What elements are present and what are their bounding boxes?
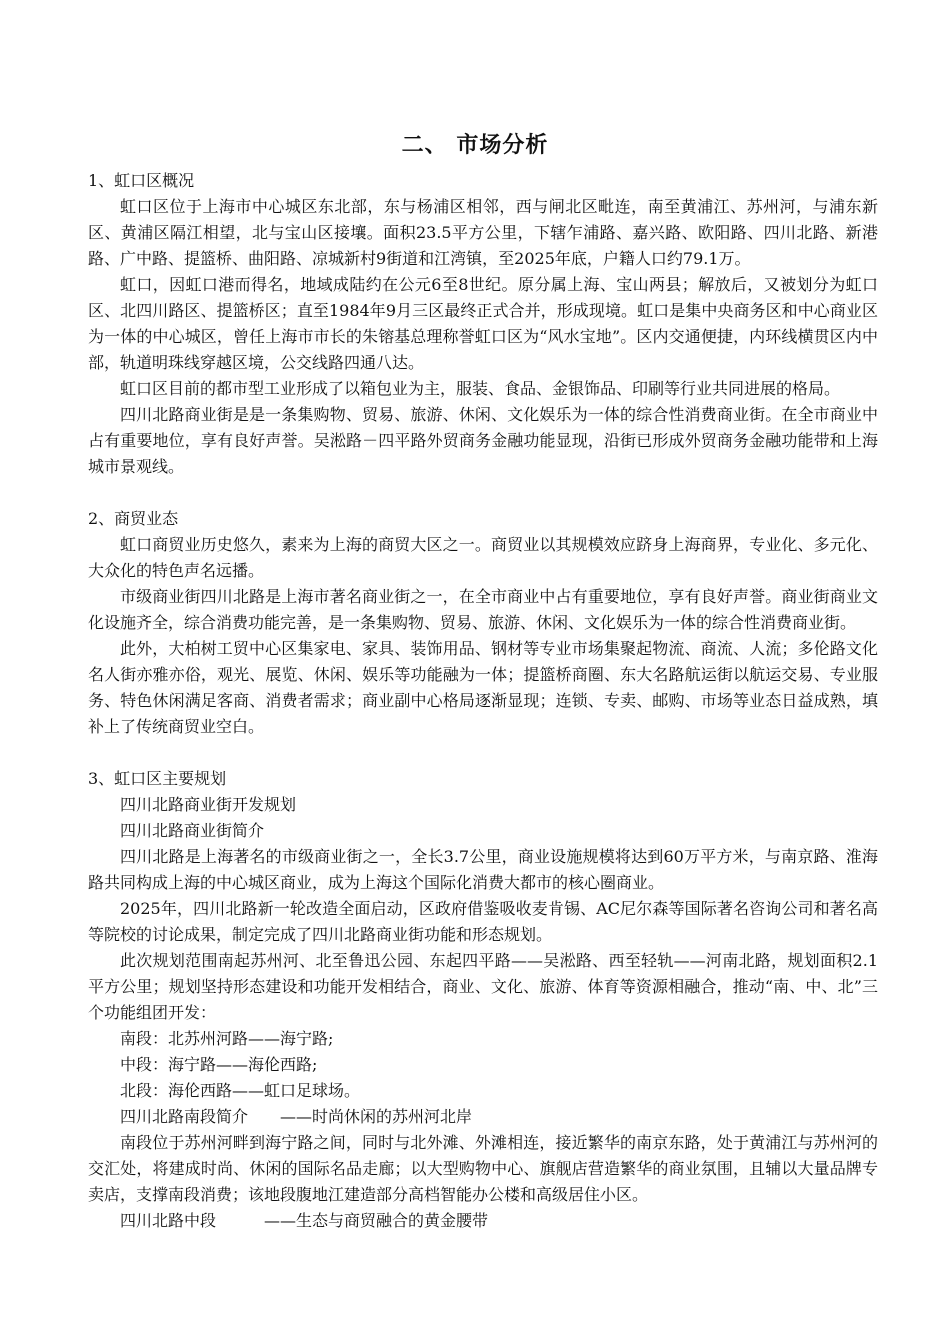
paragraph: 四川北路商业街是是一条集购物、贸易、旅游、休闲、文化娱乐为一体的综合性消费商业街。在全市商业中占有重要地位，享有良好声誉。吴淞路－四平路外贸商务金融功能显现，沿街已形成外贸商务金融功能带和上海城市景观线。 (88, 405, 878, 476)
paragraph: 虹口区目前的都市型工业形成了以箱包业为主，服装、食品、金银饰品、印刷等行业共同进展的格局。 (120, 379, 841, 398)
sub-heading: 四川北路商业街开发规划 (120, 795, 297, 814)
paragraph: 南段位于苏州河畔到海宁路之间，同时与北外滩、外滩相连，接近繁华的南京东路，处于黄浦江与苏州河的交汇处，将建成时尚、休闲的国际名品走廊；以大型购物中心、旗舰店营造繁华的商业氛围，且辅以大量品牌专卖店，支撑南段消费；该地段腹地江建造部分高档智能办公楼和高级居住小区。 (88, 1133, 878, 1204)
segment-line-south: 南段：北苏州河路——海宁路; (120, 1029, 334, 1048)
section-overview (88, 168, 878, 480)
paragraph: 市级商业街四川北路是上海市著名商业街之一，在全市商业中占有重要地位，享有良好声誉。商业街商业文化设施齐全，综合消费功能完善，是一条集购物、贸易、旅游、休闲、文化娱乐为一体的综合性消费商业街。 (88, 587, 878, 632)
section-heading: 3、虹口区主要规划 (88, 769, 227, 788)
document-body (88, 168, 878, 1234)
paragraph: 虹口区位于上海市中心城区东北部，东与杨浦区相邻，西与闸北区毗连，南至黄浦江、苏州河，与浦东新区、黄浦区隔江相望，北与宝山区接壤。面积23.5平方公里，下辖乍浦路、嘉兴路、欧阳路、四川北路、新港路、广中路、提篮桥、曲阳路、凉城新村9街道和江湾镇，至2025年底，户籍人口约79.1万。 (88, 197, 878, 268)
sub-heading: 四川北路商业街简介 (120, 821, 265, 840)
paragraph: 四川北路是上海著名的市级商业街之一，全长3.7公里，商业设施规模将达到60万平方米，与南京路、淮海路共同构成上海的中心城区商业，成为上海这个国际化消费大都市的核心圈商业。 (88, 847, 878, 892)
section-planning (88, 766, 878, 1234)
paragraph: 此次规划范围南起苏州河、北至鲁迅公园、东起四平路——吴淞路、西至轻轨——河南北路，规划面积2.1平方公里；规划坚持形态建设和功能开发相结合，商业、文化、旅游、体育等资源相融合，推动“南、中、北”三个功能组团开发： (88, 951, 878, 1022)
page-title: 二、 市场分析 (401, 132, 549, 158)
section-heading: 1、虹口区概况 (88, 171, 195, 190)
segment-line-north: 北段：海伦西路——虹口足球场。 (120, 1081, 361, 1100)
paragraph: 虹口商贸业历史悠久，素来为上海的商贸大区之一。商贸业以其规模效应跻身上海商界，专业化、多元化、大众化的特色声名远播。 (88, 535, 878, 580)
section-heading: 2、商贸业态 (88, 509, 179, 528)
middle-section-heading: 四川北路中段 ——生态与商贸融合的黄金腰带 (120, 1211, 489, 1230)
south-section-heading: 四川北路南段简介 ——时尚休闲的苏州河北岸 (120, 1107, 473, 1126)
paragraph: 此外，大柏树工贸中心区集家电、家具、装饰用品、钢材等专业市场集聚起物流、商流、人流；多伦路文化名人街亦雅亦俗，观光、展览、休闲、娱乐等功能融为一体；提篮桥商圈、东大名路航运街以航运交易、专业服务、特色休闲满足客商、消费者需求；商业副中心格局逐渐显现；连锁、专卖、邮购、市场等业态日益成熟，填补上了传统商贸业空白。 (88, 639, 878, 736)
section-commerce (88, 506, 878, 740)
section-spacer (88, 740, 878, 766)
segment-line-middle: 中段：海宁路——海伦西路; (120, 1055, 318, 1074)
paragraph: 虹口，因虹口港而得名，地域成陆约在公元6至8世纪。原分属上海、宝山两县；解放后，又被划分为虹口区、北四川路区、提篮桥区；直至1984年9月三区最终正式合并，形成现境。虹口是集中央商务区和中心商业区为一体的中心城区，曾任上海市市长的朱镕基总理称誉虹口区为“风水宝地”。区内交通便捷，内环线横贯区内中部，轨道明珠线穿越区境，公交线路四通八达。 (88, 275, 878, 372)
paragraph: 2025年，四川北路新一轮改造全面启动，区政府借鉴吸收麦肯锡、AC尼尔森等国际著名咨询公司和著名高等院校的讨论成果，制定完成了四川北路商业街功能和形态规划。 (88, 899, 878, 944)
section-spacer (88, 480, 878, 506)
